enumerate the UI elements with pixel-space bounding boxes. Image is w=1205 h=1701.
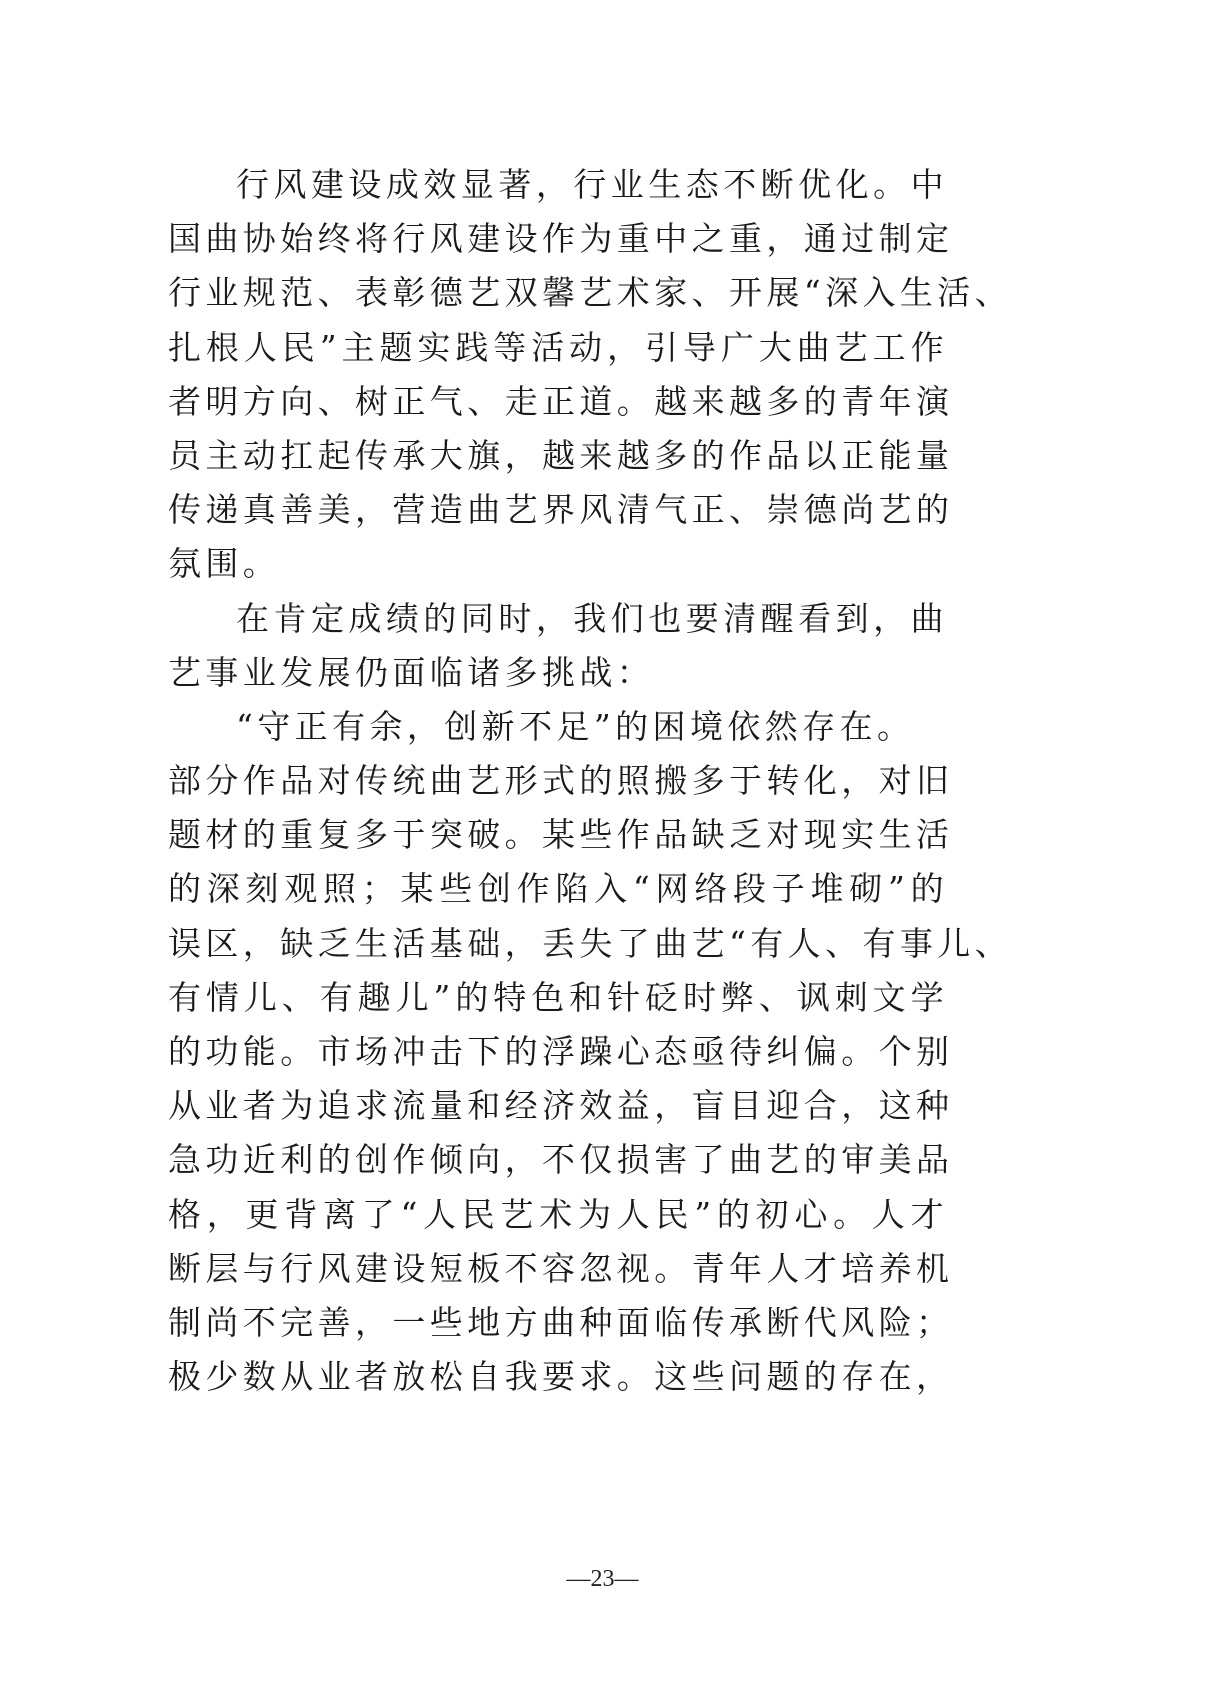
paragraph-2-line-1: 在肯定成绩的同时，我们也要清醒看到，曲 bbox=[236, 598, 948, 638]
paragraph-3-line-6: 有情儿、有趣儿”的特色和针砭时弊、讽刺文学 bbox=[168, 977, 948, 1017]
paragraph-1-line-4: 扎根人民”主题实践等活动，引导广大曲艺工作 bbox=[168, 327, 948, 367]
paragraph-3-line-10: 格，更背离了“人民艺术为人民”的初心。人才 bbox=[168, 1194, 948, 1234]
paragraph-1-line-3: 行业规范、表彰德艺双馨艺术家、开展“深入生活、 bbox=[168, 273, 1013, 313]
paragraph-3-line-9: 急功近利的创作倾向，不仅损害了曲艺的审美品 bbox=[168, 1140, 954, 1180]
paragraph-3-line-2: 部分作品对传统曲艺形式的照搬多于转化，对旧 bbox=[168, 761, 954, 801]
paragraph-1-line-5: 者明方向、树正气、走正道。越来越多的青年演 bbox=[168, 381, 954, 421]
paragraph-1-line-7: 传递真善美，营造曲艺界风清气正、崇德尚艺的 bbox=[168, 490, 954, 530]
page-number: —23— bbox=[566, 1566, 639, 1592]
paragraph-3-line-12: 制尚不完善，一些地方曲种面临传承断代风险； bbox=[168, 1302, 954, 1342]
paragraph-3-line-8: 从业者为追求流量和经济效益，盲目迎合，这种 bbox=[168, 1086, 954, 1126]
paragraph-3-line-1: “守正有余，创新不足”的困境依然存在。 bbox=[236, 706, 915, 746]
paragraph-1-line-8: 氛围。 bbox=[168, 544, 281, 584]
paragraph-3-line-4: 的深刻观照；某些创作陷入“网络段子堆砌”的 bbox=[168, 869, 948, 909]
paragraph-1-line-2: 国曲协始终将行风建设作为重中之重，通过制定 bbox=[168, 219, 954, 259]
paragraph-1-line-1: 行风建设成效显著，行业生态不断优化。中 bbox=[236, 165, 948, 204]
body-text bbox=[168, 158, 1013, 1404]
paragraph-3-line-3: 题材的重复多于突破。某些作品缺乏对现实生活 bbox=[168, 815, 954, 855]
paragraph-3-line-5: 误区，缺乏生活基础，丢失了曲艺“有人、有事儿、 bbox=[168, 923, 1013, 963]
paragraph-2-line-2: 艺事业发展仍面临诸多挑战： bbox=[168, 652, 655, 692]
paragraph-3-line-7: 的功能。市场冲击下的浮躁心态亟待纠偏。个别 bbox=[168, 1032, 954, 1071]
paragraph-3-line-13: 极少数从业者放松自我要求。这些问题的存在， bbox=[168, 1357, 954, 1397]
paragraph-3-line-11: 断层与行风建设短板不容忽视。青年人才培养机 bbox=[168, 1248, 954, 1288]
paragraph-1-line-6: 员主动扛起传承大旗，越来越多的作品以正能量 bbox=[168, 435, 954, 475]
